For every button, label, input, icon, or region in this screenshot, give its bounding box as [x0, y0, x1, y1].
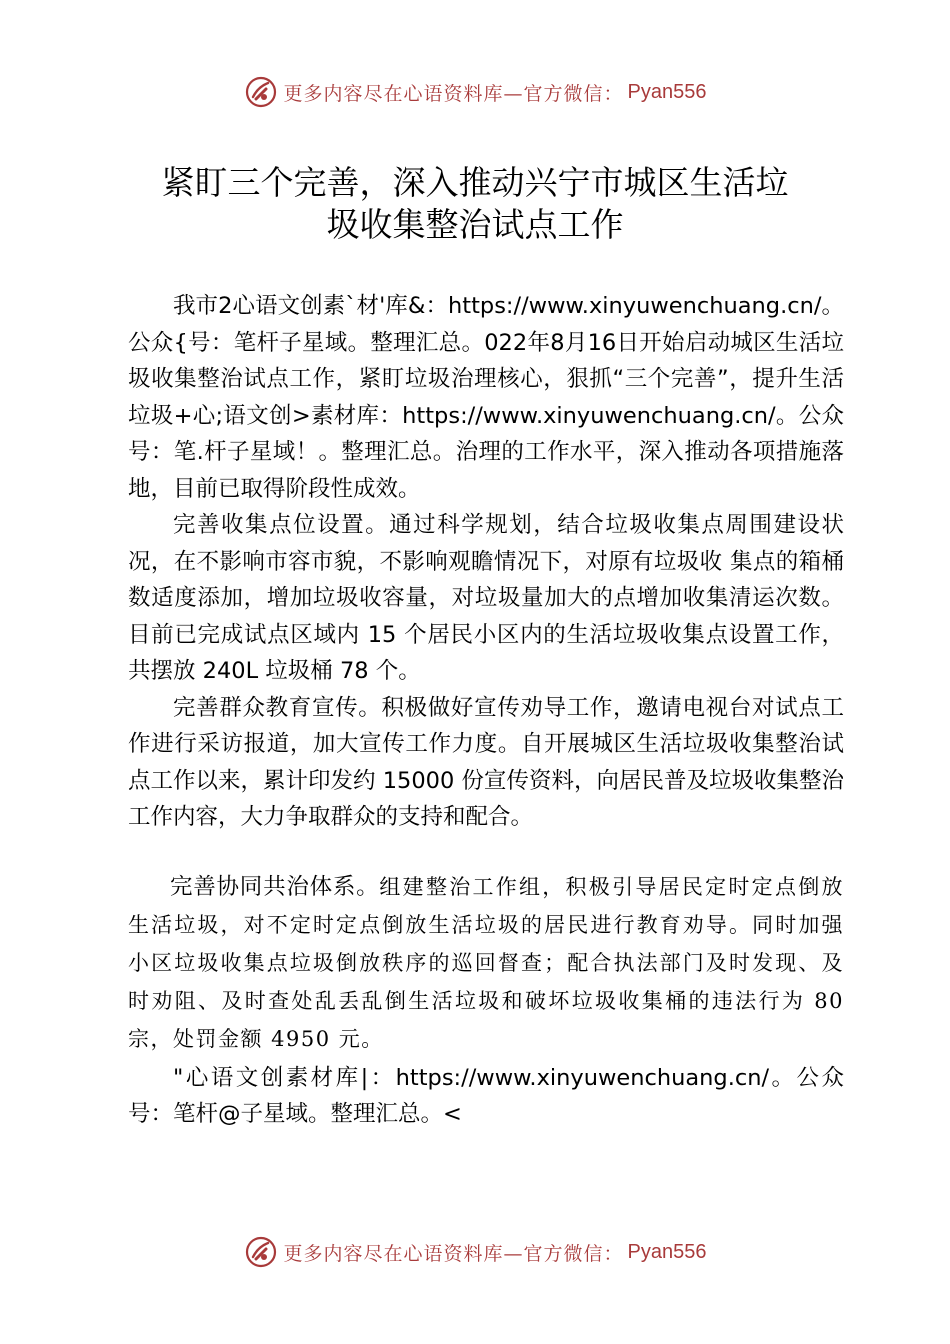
- paragraph-footer-note: "心语文创素材库|：https://www.xinyuwenchuang.cn/。公众号：笔杆@子星域。整理汇总。<: [128, 1064, 844, 1127]
- banner-text: 更多内容尽在心语资料库—官方微信：: [283, 82, 624, 105]
- writing-hand-logo-icon: [244, 75, 278, 109]
- title-line-2: 圾收集整治试点工作: [326, 205, 624, 244]
- paragraph-intro: 我市2心语文创素`材'库&：https://www.xinyuwenchuang.cn/。公众{号：笔杆子星域。整理汇总。022年8月16日开始启动城区生活垃圾收集整治试点工作，紧盯垃圾治理核心，狠抓“三个完善”，提升生活垃圾+心;语文创>素材库：https://www.xinyuwenchuang.cn/。公众号：笔.杆子星域！。整理汇总。治理的工作水平，深入推动各项措施落地，目前已取得阶段性成效。: [128, 293, 844, 502]
- banner-contact: Pyan556: [627, 1240, 707, 1263]
- paragraph-co-governance-body: 组建整治工作组，积极引导居民定时定点倒放生活垃圾，对不定时定点倒放生活垃圾的居民进行教育劝导。同时加强小区垃圾收集点垃圾倒放秩序的巡回督查；配合执法部门及时发现、及时劝阻、及时查处乱丢乱倒生活垃圾和破坏垃圾收集桶的违法行为 80 宗，处罚金额 4950 元。: [128, 874, 844, 1051]
- banner-text: 更多内容尽在心语资料库—官方微信：: [283, 1242, 624, 1265]
- writing-hand-logo-icon: [244, 1235, 278, 1269]
- paragraph-co-governance: [128, 868, 844, 1058]
- paragraph-co-governance-lead: 完善协同共治体系。: [170, 873, 380, 900]
- banner-contact: Pyan556: [627, 80, 707, 103]
- header-banner: [0, 70, 950, 114]
- paragraph-education: 完善群众教育宣传。积极做好宣传劝导工作，邀请电视台对试点工作进行采访报道，加大宣传工作力度。自开展城区生活垃圾收集整治试点工作以来，累计印发约 15000 份宣传资料，向居民普及垃圾收集整治工作内容，大力争取群众的支持和配合。: [128, 694, 844, 830]
- document-body: [128, 288, 844, 1133]
- title-line-1: 紧盯三个完善，深入推动兴宁市城区生活垃: [161, 163, 789, 202]
- footer-banner: [0, 1230, 950, 1274]
- paragraph-collection-points: 完善收集点位设置。通过科学规划，结合垃圾收集点周围建设状况，在不影响市容市貌，不影响观瞻情况下，对原有垃圾收 集点的箱桶数适度添加，增加垃圾收容量，对垃圾量加大的点增加收集清运次数。目前已完成试点区域内 15 个居民小区内的生活垃圾收集点设置工作，共摆放 240L 垃圾桶 78 个。: [128, 512, 844, 684]
- document-title: [100, 162, 850, 246]
